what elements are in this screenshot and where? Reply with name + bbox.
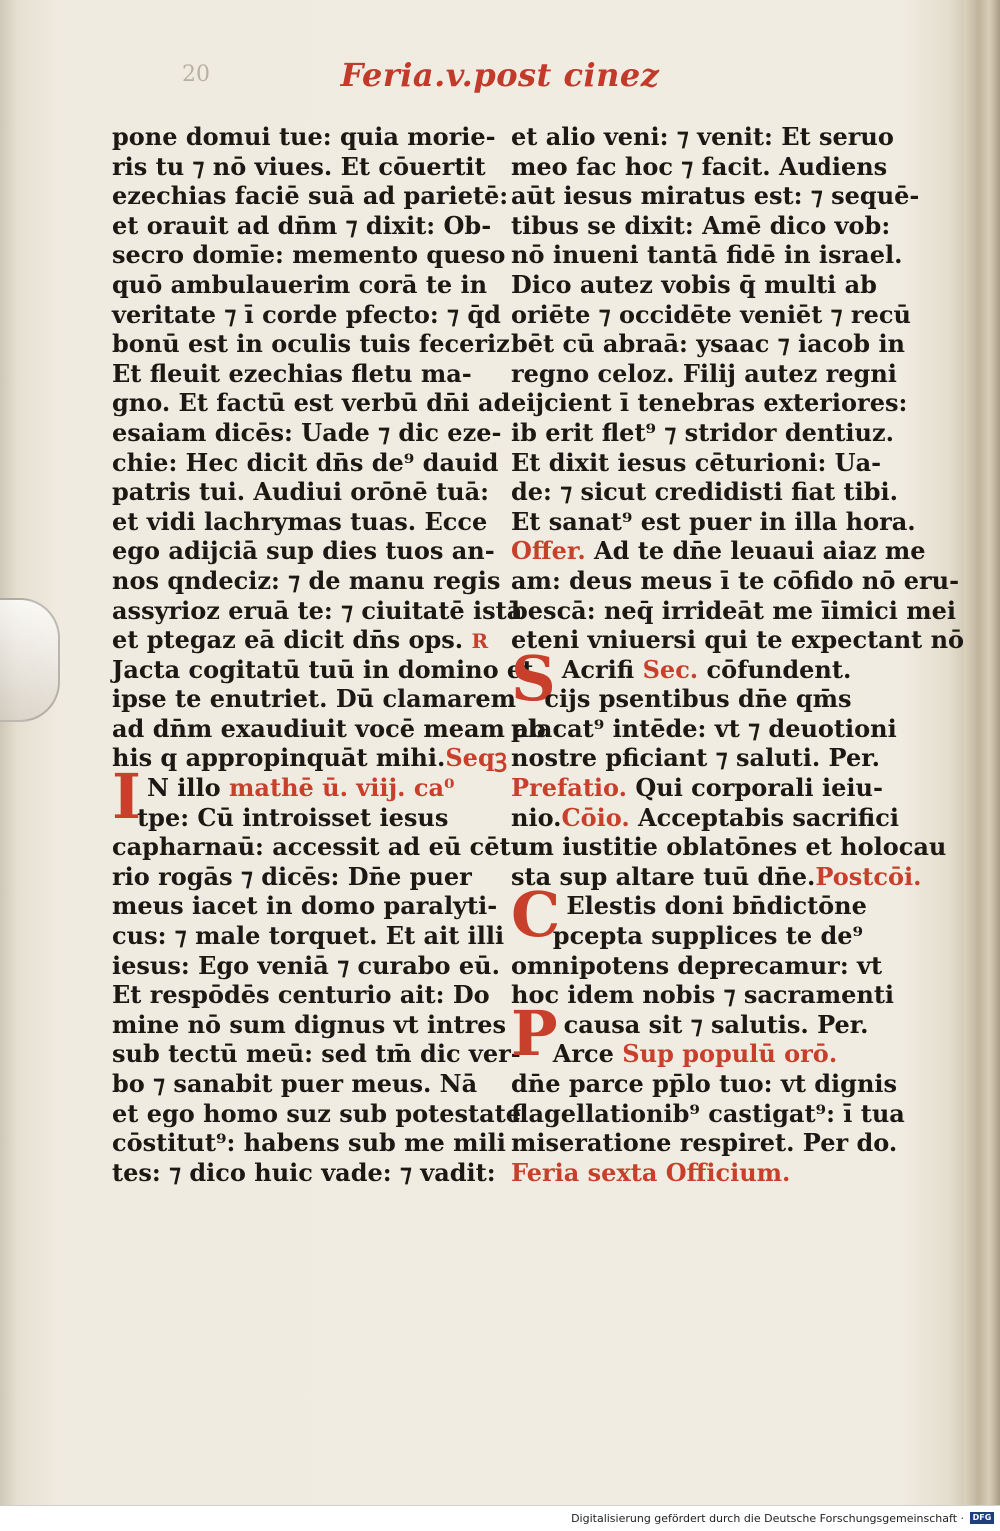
text-line [511,1039,891,1069]
text-segment: Acrifi [561,654,635,684]
text-line: nostre pficiant ⁊ saluti. Per. [511,743,881,773]
text-line: assyrioz eruā te: ⁊ ciuitatē istā [112,595,523,625]
text-line [511,536,926,566]
text-segment: cōfundent. [706,654,852,684]
text-line [511,773,891,803]
text-line [511,684,891,714]
text-line: sub tectū meū: sed tm̄ dic ver- [112,1039,521,1069]
text-segment: pcepta supplices te de⁹ [552,921,863,951]
text-line: um iustitie oblatōnes et holocau [511,832,947,862]
text-segment: ipse te enutriet. Dū clamarem [112,684,516,714]
preface-rubric: Prefatio. [511,773,627,803]
prayer-rubric: Sup populū orō. [622,1039,838,1069]
text-line: et orauit ad dn̄m ⁊ dixit: Ob- [112,210,492,240]
running-header: Feria.v.post cinez [340,56,660,94]
text-line: dn̄e parce pp̄lo tuo: vt dignis [511,1069,898,1098]
folio-number: 20 [182,62,210,87]
text-line: Dico autez vobis q̄ multi ab [511,269,877,299]
text-segment: nio. [511,802,562,832]
text-line: ad dn̄m exaudiuit vocē meam ab [112,713,546,743]
text-line: eijcient ī tenebras exteriores: [511,388,908,418]
text-line: Et fleuit ezechias fletu ma- [112,358,472,388]
text-line: bo ⁊ sanabit puer meus. Nā [112,1069,478,1098]
text-line: capharnaū: accessit ad eū cētu [112,832,529,862]
text-line: tes: ⁊ dico huic vade: ⁊ vadit: [112,1157,496,1187]
offertory-rubric: Offer. [511,536,586,566]
text-line: Et respōdēs centurio ait: Do [112,980,490,1010]
text-line: omnipotens deprecamur: vt [511,950,883,980]
text-line: hoc idem nobis ⁊ sacramenti [511,980,895,1010]
postcommunion-rubric: Postcōi. [815,861,922,891]
text-line [112,684,516,714]
sequence-rubric: Seqꝫ [445,743,507,773]
text-segment: Elestis doni bn̄dictōne [566,891,867,921]
text-line: aūt iesus miratus est: ⁊ sequē- [511,181,920,211]
text-line: bēt cū abraā: ysaac ⁊ iacob in [511,329,906,359]
text-line: gno. Et factū est verbū dn̄i ad [112,388,511,418]
drop-capital: C [511,878,561,952]
text-line: cōstitut⁹: habens sub me mili [112,1128,506,1158]
communion-rubric: Cōio. [561,802,630,832]
text-line [112,625,497,655]
text-line: eteni vniuersi qui te expectant nō [511,625,965,655]
text-line: rio rogās ⁊ dicēs: Dn̄e puer [112,861,472,891]
text-line: miseratione respiret. Per do. [511,1128,898,1158]
dfg-logo: DFG [970,1512,994,1524]
text-line: Jacta cogitatū tuū in domino et [112,654,534,684]
text-line: iesus: Ego veniā ⁊ curabo eū. [112,950,500,980]
text-line: nō inueni tantā fidē in israel. [511,240,903,270]
text-line: ezechias faciē suā ad parietē: [112,181,509,211]
text-segment: Acceptabis sacrifici [638,802,899,832]
text-line: regno celoz. Filij autez regni [511,358,897,388]
text-line [112,743,507,773]
text-segment: Qui corporali ieiu- [635,773,883,803]
funding-credit: Digitalisierung gefördert durch die Deutsche Forschungsgemeinschaft · [571,1512,964,1525]
text-line [511,921,891,951]
text-segment: et ptegaz eā dicit dn̄s ops. [112,625,464,655]
text-segment: cijs psentibus dn̄e qm̄s [544,684,852,714]
text-line: Et sanat⁹ est puer in illa hora. [511,506,916,536]
page-clip [0,598,60,722]
text-segment: sta sup altare tuū dn̄e. [511,861,816,891]
digitization-footer [0,1505,1000,1531]
right-column [511,122,965,1187]
responsory-mark: R [471,629,489,654]
next-section-rubric: Feria sexta Officium. [511,1157,791,1187]
text-segment: Ad te dn̄e leuaui aiaz me [594,536,926,566]
text-line: tibus se dixit: Amē dico vob: [511,210,891,240]
text-segment: N illo [147,773,221,803]
text-line: ib erit flet⁹ ⁊ stridor dentiuz. [511,417,894,447]
text-line: et vidi lachrymas tuas. Ecce [112,506,488,536]
text-line: et alio veni: ⁊ venit: Et seruo [511,122,894,151]
text-segment: causa sit ⁊ salutis. Per. [563,1009,869,1039]
text-line: ris tu ⁊ nō viues. Et cōuertit [112,151,486,181]
secret-rubric: Sec. [642,654,699,684]
book-edge [964,0,1000,1505]
text-line: secro domīe: memento queso [112,240,506,270]
text-line: et ego homo suz sub potestate [112,1098,522,1128]
text-line: Et dixit iesus cēturioni: Ua- [511,447,882,477]
text-line [112,803,497,833]
text-segment: his q appropinquāt mihi. [112,743,446,773]
text-line: veritate ⁊ ī corde pfecto: ⁊ q̄d [112,299,501,329]
drop-capital: S [511,641,556,715]
gospel-rubric: mathē ū. viij. ca⁰ [229,773,455,803]
text-line: flagellationib⁹ castigat⁹: ī tua [511,1098,905,1128]
text-line: de: ⁊ sicut credidisti fiat tibi. [511,477,898,507]
text-line: bescā: neq̄ irrideāt me īimici mei [511,595,956,625]
text-line: chie: Hec dicit dn̄s de⁹ dauid [112,447,499,477]
text-line: am: deus meus ī te cōfido nō eru- [511,565,960,595]
drop-capital: P [511,996,558,1070]
text-line: meo fac hoc ⁊ facit. Audiens [511,151,888,181]
text-line: oriēte ⁊ occidēte veniēt ⁊ recū [511,299,911,329]
text-line: cus: ⁊ male torquet. Et ait illi [112,921,505,951]
text-line: esaiam dicēs: Uade ⁊ dic eze- [112,417,502,447]
text-line [511,802,899,833]
text-line: meus iacet in domo paralyti- [112,891,498,921]
text-line: pone domui tue: quia morie- [112,122,496,151]
text-line: placat⁹ intēde: vt ⁊ deuotioni [511,713,897,743]
text-segment: Arce [552,1039,614,1069]
text-line: quō ambulauerim corā te in [112,269,488,299]
text-line: nos qndeciz: ⁊ de manu regis [112,565,501,595]
drop-capital: I [112,760,142,834]
text-line: ego adijciā sup dies tuos an- [112,536,495,566]
text-line: bonū est in oculis tuis feceriz [112,329,510,359]
text-segment: tpe: Cū introisset iesus [137,802,449,832]
text-line [511,861,922,892]
text-line: mine nō sum dignus vt intres [112,1009,507,1039]
text-line: patris tui. Audiui orōnē tuā: [112,477,489,507]
